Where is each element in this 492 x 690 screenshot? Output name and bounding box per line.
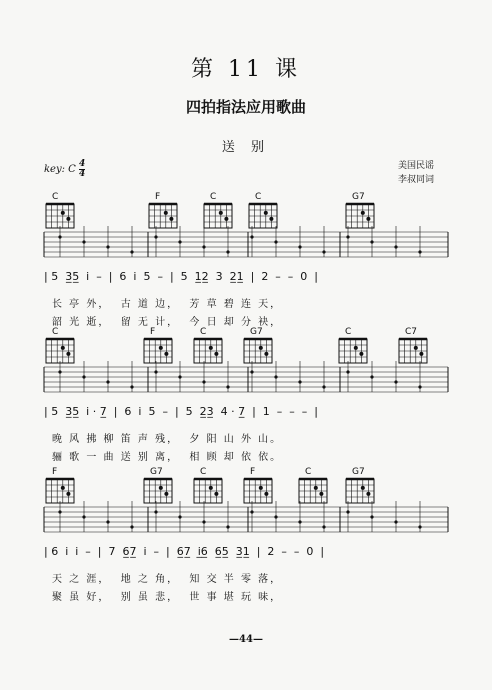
chord-name: C xyxy=(345,327,352,337)
tab-note xyxy=(106,380,109,383)
tab-note xyxy=(154,370,157,373)
section-subtitle: 四拍指法应用歌曲 xyxy=(185,98,306,116)
chord-dot xyxy=(269,217,273,221)
time-top: 4 xyxy=(79,159,86,169)
chord-dot xyxy=(259,346,263,350)
tab-note xyxy=(226,385,229,388)
chord-dot xyxy=(264,211,268,215)
chord-dot xyxy=(361,211,365,215)
chord-dot xyxy=(164,492,168,496)
tab-note xyxy=(346,370,349,373)
chord-dot xyxy=(214,352,218,356)
chord-dot xyxy=(66,352,70,356)
chord-dot xyxy=(159,346,163,350)
tab-note xyxy=(130,250,133,253)
tab-note xyxy=(322,525,325,528)
tab-note xyxy=(322,250,325,253)
chord-dot xyxy=(209,346,213,350)
chord-name: F xyxy=(250,467,256,477)
tab-note xyxy=(106,245,109,248)
chord-name: G7 xyxy=(352,192,365,202)
chord-dot xyxy=(164,352,168,356)
tab-note xyxy=(178,515,181,518)
chord-dot xyxy=(66,492,70,496)
tab-note xyxy=(394,520,397,523)
numbered-notation: | 6 i i – | 7 6̲7̲ i – | 6̲7̲ i̲6̲ 6̲5̲ 3̲1̲ | 2 – – 0 | xyxy=(44,545,325,558)
chord-dot xyxy=(259,486,263,490)
lyric-line: 天 之 涯， 地 之 角， 知 交 半 零 落， xyxy=(52,574,283,585)
chord-name: F xyxy=(52,467,58,477)
tab-note xyxy=(226,525,229,528)
chord-dot xyxy=(61,211,65,215)
tab-note xyxy=(130,385,133,388)
tab-note xyxy=(154,235,157,238)
chord-dot xyxy=(366,492,370,496)
chord-dot xyxy=(159,486,163,490)
tab-note xyxy=(370,240,373,243)
lyric-line: 韶 光 逝， 留 无 计， 今 日 却 分 袂， xyxy=(52,317,283,328)
tab-note xyxy=(250,510,253,513)
chord-name: G7 xyxy=(150,467,163,477)
chord-name: F xyxy=(150,327,156,337)
chord-dot xyxy=(61,486,65,490)
tab-note xyxy=(274,515,277,518)
chord-dot xyxy=(164,211,168,215)
tab-note xyxy=(82,240,85,243)
chord-dot xyxy=(419,352,423,356)
numbered-notation: | 5 3̲5̲ i – | 6 i 5 – | 5 1̲2̲ 3 2̲1̲ | 2 – – 0 | xyxy=(44,270,318,283)
time-bottom: 4 xyxy=(79,169,86,179)
chord-dot xyxy=(264,492,268,496)
chord-name: C xyxy=(52,327,59,337)
chord-dot xyxy=(214,492,218,496)
tab-note xyxy=(346,510,349,513)
tab-note xyxy=(202,245,205,248)
tab-note xyxy=(370,515,373,518)
page-number: —44— xyxy=(229,634,263,645)
tab-note xyxy=(202,380,205,383)
tab-note xyxy=(178,375,181,378)
tab-note xyxy=(58,370,61,373)
chord-name: C xyxy=(255,192,262,202)
tab-note xyxy=(58,510,61,513)
chord-dot xyxy=(314,486,318,490)
tab-note xyxy=(130,525,133,528)
lyric-line: 晚 风 拂 柳 笛 声 残， 夕 阳 山 外 山。 xyxy=(52,434,283,445)
song-title: 送 别 xyxy=(221,140,271,155)
tab-note xyxy=(418,385,421,388)
tab-note xyxy=(82,375,85,378)
tab-note xyxy=(58,235,61,238)
chord-name: G7 xyxy=(250,327,263,337)
chord-dot xyxy=(66,217,70,221)
tab-note xyxy=(250,235,253,238)
chord-dot xyxy=(209,486,213,490)
chord-name: G7 xyxy=(352,467,365,477)
tab-note xyxy=(298,520,301,523)
chord-dot xyxy=(264,352,268,356)
chord-dot xyxy=(366,217,370,221)
chord-dot xyxy=(224,217,228,221)
tab-note xyxy=(322,385,325,388)
tab-note xyxy=(394,245,397,248)
lyric-line: 聚 虽 好， 别 虽 悲， 世 事 堪 玩 味， xyxy=(52,592,283,603)
tab-note xyxy=(298,245,301,248)
credit-lyricist: 李叔同词 xyxy=(397,175,434,185)
chord-dot xyxy=(359,352,363,356)
key-label: key: C xyxy=(44,164,76,175)
chord-dot xyxy=(169,217,173,221)
credit-origin: 美国民谣 xyxy=(397,161,434,171)
tab-note xyxy=(82,515,85,518)
lyric-line: 骊 歌 一 曲 送 别 离， 相 顾 却 依 依。 xyxy=(52,452,283,463)
tab-note xyxy=(418,525,421,528)
chord-dot xyxy=(414,346,418,350)
tab-note xyxy=(106,520,109,523)
chord-name: C xyxy=(210,192,217,202)
tab-note xyxy=(178,240,181,243)
chord-dot xyxy=(319,492,323,496)
tab-note xyxy=(370,375,373,378)
tab-note xyxy=(418,250,421,253)
chord-name: C7 xyxy=(405,327,418,337)
chord-name: C xyxy=(52,192,59,202)
chord-dot xyxy=(219,211,223,215)
chord-dot xyxy=(61,346,65,350)
tab-note xyxy=(202,520,205,523)
tab-note xyxy=(250,370,253,373)
chord-name: F xyxy=(155,192,161,202)
chord-name: C xyxy=(305,467,312,477)
lyric-line: 长 亭 外， 古 道 边， 芳 草 碧 连 天， xyxy=(52,299,283,310)
tab-note xyxy=(226,250,229,253)
tab-note xyxy=(346,235,349,238)
lesson-title: 第 11 课 xyxy=(191,57,301,82)
tab-note xyxy=(274,240,277,243)
tab-note xyxy=(298,380,301,383)
chord-name: C xyxy=(200,327,207,337)
chord-dot xyxy=(354,346,358,350)
tab-note xyxy=(274,375,277,378)
tab-note xyxy=(154,510,157,513)
tab-note xyxy=(394,380,397,383)
numbered-notation: | 5 3̲5̲ i · 7̲ | 6 i 5 – | 5 2̲3̲ 4 · 7̲ | 1 – – – | xyxy=(44,405,318,418)
chord-name: C xyxy=(200,467,207,477)
chord-dot xyxy=(361,486,365,490)
